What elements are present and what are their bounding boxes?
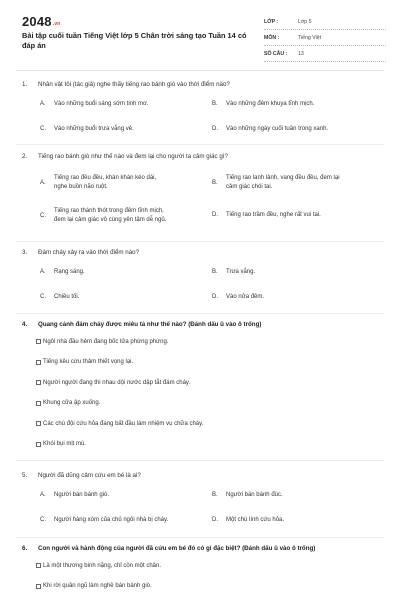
option-line-2: đem lại cảm giác vô cùng yên tâm dễ ngủ. xyxy=(54,217,167,223)
option-text xyxy=(54,207,166,225)
option-line-1: Tiếng rao lanh lảnh, vang đều đều, đem lại xyxy=(226,175,340,181)
option-text: Vào những buổi trưa vắng vẻ. xyxy=(54,126,134,132)
checkbox-label: Tiếng kêu cứu thảm thiết vọng lại. xyxy=(43,359,134,365)
question-text: Con người và hành động của người đã cứu em bé đó có gì đặc biệt? (Đánh dấu ü vào ô trống) xyxy=(38,545,316,552)
option-d[interactable] xyxy=(212,211,321,220)
document-title: Bài tập cuối tuần Tiếng Việt lớp 5 Chân trời sáng tạo Tuần 14 có đáp án xyxy=(22,31,247,50)
option-d[interactable] xyxy=(212,293,264,302)
checkbox-icon[interactable] xyxy=(36,563,41,568)
option-line-2: cảm giác chói tai. xyxy=(226,184,273,190)
option-d[interactable] xyxy=(212,125,328,134)
question-number: 3. xyxy=(22,249,28,256)
question-stem xyxy=(22,544,382,553)
checkbox-item[interactable] xyxy=(36,358,382,367)
question-stem xyxy=(22,471,382,480)
logo-sub: .vn xyxy=(52,21,61,27)
header-divider xyxy=(16,70,384,71)
question-6 xyxy=(22,544,382,600)
option-c[interactable] xyxy=(40,293,79,302)
question-4 xyxy=(22,320,382,460)
option-text: Trưa vắng. xyxy=(226,269,256,275)
question-3 xyxy=(22,248,382,304)
question-5 xyxy=(22,471,382,527)
option-a[interactable] xyxy=(40,268,85,277)
meta-value: 13 xyxy=(298,50,304,57)
site-logo[interactable] xyxy=(22,14,61,29)
question-2 xyxy=(22,152,382,234)
option-text: Vào nửa đêm. xyxy=(226,294,265,300)
option-text: Chiều tối. xyxy=(54,294,80,300)
option-letter: B. xyxy=(212,179,218,186)
option-letter: C. xyxy=(40,212,46,219)
question-number: 4. xyxy=(22,321,28,328)
question-text: Quang cảnh đám cháy được miêu tả như thế nào? (Đánh dấu ü vào ô trống) xyxy=(38,321,262,328)
option-letter: B. xyxy=(212,492,218,498)
meta-label: SỐ CÂU : xyxy=(264,50,288,57)
meta-row-subject xyxy=(264,30,386,46)
option-letter: B. xyxy=(212,101,218,107)
meta-table xyxy=(264,14,386,62)
option-line-1: Tiếng rao thánh thót trong đêm tĩnh mịch, xyxy=(54,208,164,214)
option-line-2: nghe buồn não ruột. xyxy=(54,184,108,190)
checkbox-icon[interactable] xyxy=(36,442,41,447)
option-b[interactable] xyxy=(212,491,283,500)
checkbox-icon[interactable] xyxy=(36,339,41,344)
checkbox-label: Khi rời quân ngũ làm nghề bán bánh giò. xyxy=(43,583,152,589)
checkbox-item[interactable] xyxy=(36,419,382,428)
option-text: Rạng sáng. xyxy=(54,269,85,275)
option-letter: D. xyxy=(212,294,218,300)
option-text: Người bán bánh giò. xyxy=(54,492,109,498)
option-letter: A. xyxy=(40,101,46,107)
worksheet-header xyxy=(16,12,384,62)
answer-options xyxy=(22,266,382,304)
meta-label: LỚP : xyxy=(264,18,279,25)
option-c[interactable] xyxy=(40,207,166,225)
checkbox-label: Các chú đội cứu hỏa đang bất đầu làm nhiệm vụ chữa cháy. xyxy=(43,420,204,427)
checkbox-icon[interactable] xyxy=(36,584,41,589)
meta-row-count xyxy=(264,46,386,62)
checkbox-list xyxy=(36,337,382,449)
question-text: Nhân vật tôi (tác giả) nghe thấy tiếng rao bánh giò vào thời điểm nào? xyxy=(38,81,230,88)
question-separator xyxy=(16,537,384,538)
option-letter: A. xyxy=(40,269,46,275)
option-d[interactable] xyxy=(212,516,284,525)
checkbox-item[interactable] xyxy=(36,582,382,591)
option-text: Người hàng xóm của chủ ngôi nhà bị cháy. xyxy=(54,517,169,523)
option-c[interactable] xyxy=(40,125,134,134)
option-a[interactable] xyxy=(40,491,109,500)
checkbox-item[interactable] xyxy=(36,440,382,449)
option-text xyxy=(54,174,156,192)
question-stem xyxy=(22,248,382,257)
option-letter: A. xyxy=(40,492,46,498)
checkbox-icon[interactable] xyxy=(36,360,41,365)
option-letter: D. xyxy=(212,126,218,132)
meta-value: Lớp 5 xyxy=(298,18,312,25)
answer-options xyxy=(22,98,382,136)
question-number: 1. xyxy=(22,81,28,88)
option-letter: C. xyxy=(40,517,46,523)
question-stem xyxy=(22,152,382,161)
option-text xyxy=(226,174,340,192)
option-b[interactable] xyxy=(212,100,314,109)
question-text: Đám cháy xảy ra vào thời điểm nào? xyxy=(38,249,140,256)
checkbox-item[interactable] xyxy=(36,561,382,570)
option-text: Vào những đêm khuya tĩnh mịch. xyxy=(226,101,315,107)
question-text: Người đã dũng cảm cứu em bé là ai? xyxy=(38,472,141,479)
checkbox-item[interactable] xyxy=(36,337,382,346)
checkbox-label: Khói bụi mịt mù. xyxy=(43,441,87,447)
option-text: Vào những buổi sáng sớm tinh mơ. xyxy=(54,101,149,107)
option-b[interactable] xyxy=(212,268,255,277)
question-separator xyxy=(16,460,384,461)
option-a[interactable] xyxy=(40,100,149,109)
option-text: Vào những ngày cuối tuần trong xanh. xyxy=(226,126,329,132)
question-separator xyxy=(16,144,384,145)
question-stem xyxy=(22,320,382,329)
checkbox-item[interactable] xyxy=(36,378,382,387)
answer-options xyxy=(22,489,382,527)
option-c[interactable] xyxy=(40,516,168,525)
option-line-1: Tiếng rao đều đều, khàn khàn kéo dài, xyxy=(54,175,157,181)
answer-options xyxy=(22,170,382,234)
checkbox-list xyxy=(36,561,382,591)
question-separator xyxy=(16,313,384,314)
option-letter: B. xyxy=(212,269,218,275)
option-letter: C. xyxy=(40,126,46,132)
option-a[interactable] xyxy=(40,174,156,192)
question-1 xyxy=(22,80,382,136)
question-number: 2. xyxy=(22,153,28,160)
checkbox-label: Khung cửa ập xuống. xyxy=(43,400,101,406)
option-text: Tiếng rao trầm đều, nghe rất vui tai. xyxy=(226,212,321,218)
meta-row-class xyxy=(264,14,386,30)
meta-value: Tiếng Việt xyxy=(298,34,322,41)
question-text: Tiếng rao bánh giò như thế nào và đem lại cho người ta cảm giác gì? xyxy=(38,153,228,160)
checkbox-item[interactable] xyxy=(36,399,382,408)
question-separator xyxy=(16,241,384,242)
checkbox-label: Ngôi nhà đầu hẻm đang bốc lửa phừng phừng. xyxy=(43,338,169,345)
option-letter: C. xyxy=(40,294,46,300)
checkbox-label: Người người đang thi nhau dội nước dập tắt đám cháy. xyxy=(43,379,191,386)
question-number: 5. xyxy=(22,472,28,479)
question-number: 6. xyxy=(22,545,28,552)
option-text: Người bán bánh đúc. xyxy=(226,492,283,498)
option-text: Một chú lính cứu hỏa. xyxy=(226,517,285,523)
checkbox-icon[interactable] xyxy=(36,401,41,406)
option-letter: D. xyxy=(212,517,218,523)
checkbox-icon[interactable] xyxy=(36,380,41,385)
option-b[interactable] xyxy=(212,174,340,192)
meta-label: MÔN : xyxy=(264,34,280,41)
option-letter: A. xyxy=(40,179,46,186)
checkbox-icon[interactable] xyxy=(36,421,41,426)
checkbox-label: Là một thương binh nặng, chỉ còn một chân. xyxy=(43,562,162,569)
logo-main: 2048 xyxy=(22,14,52,29)
question-stem xyxy=(22,80,382,89)
option-letter: D. xyxy=(212,212,218,218)
